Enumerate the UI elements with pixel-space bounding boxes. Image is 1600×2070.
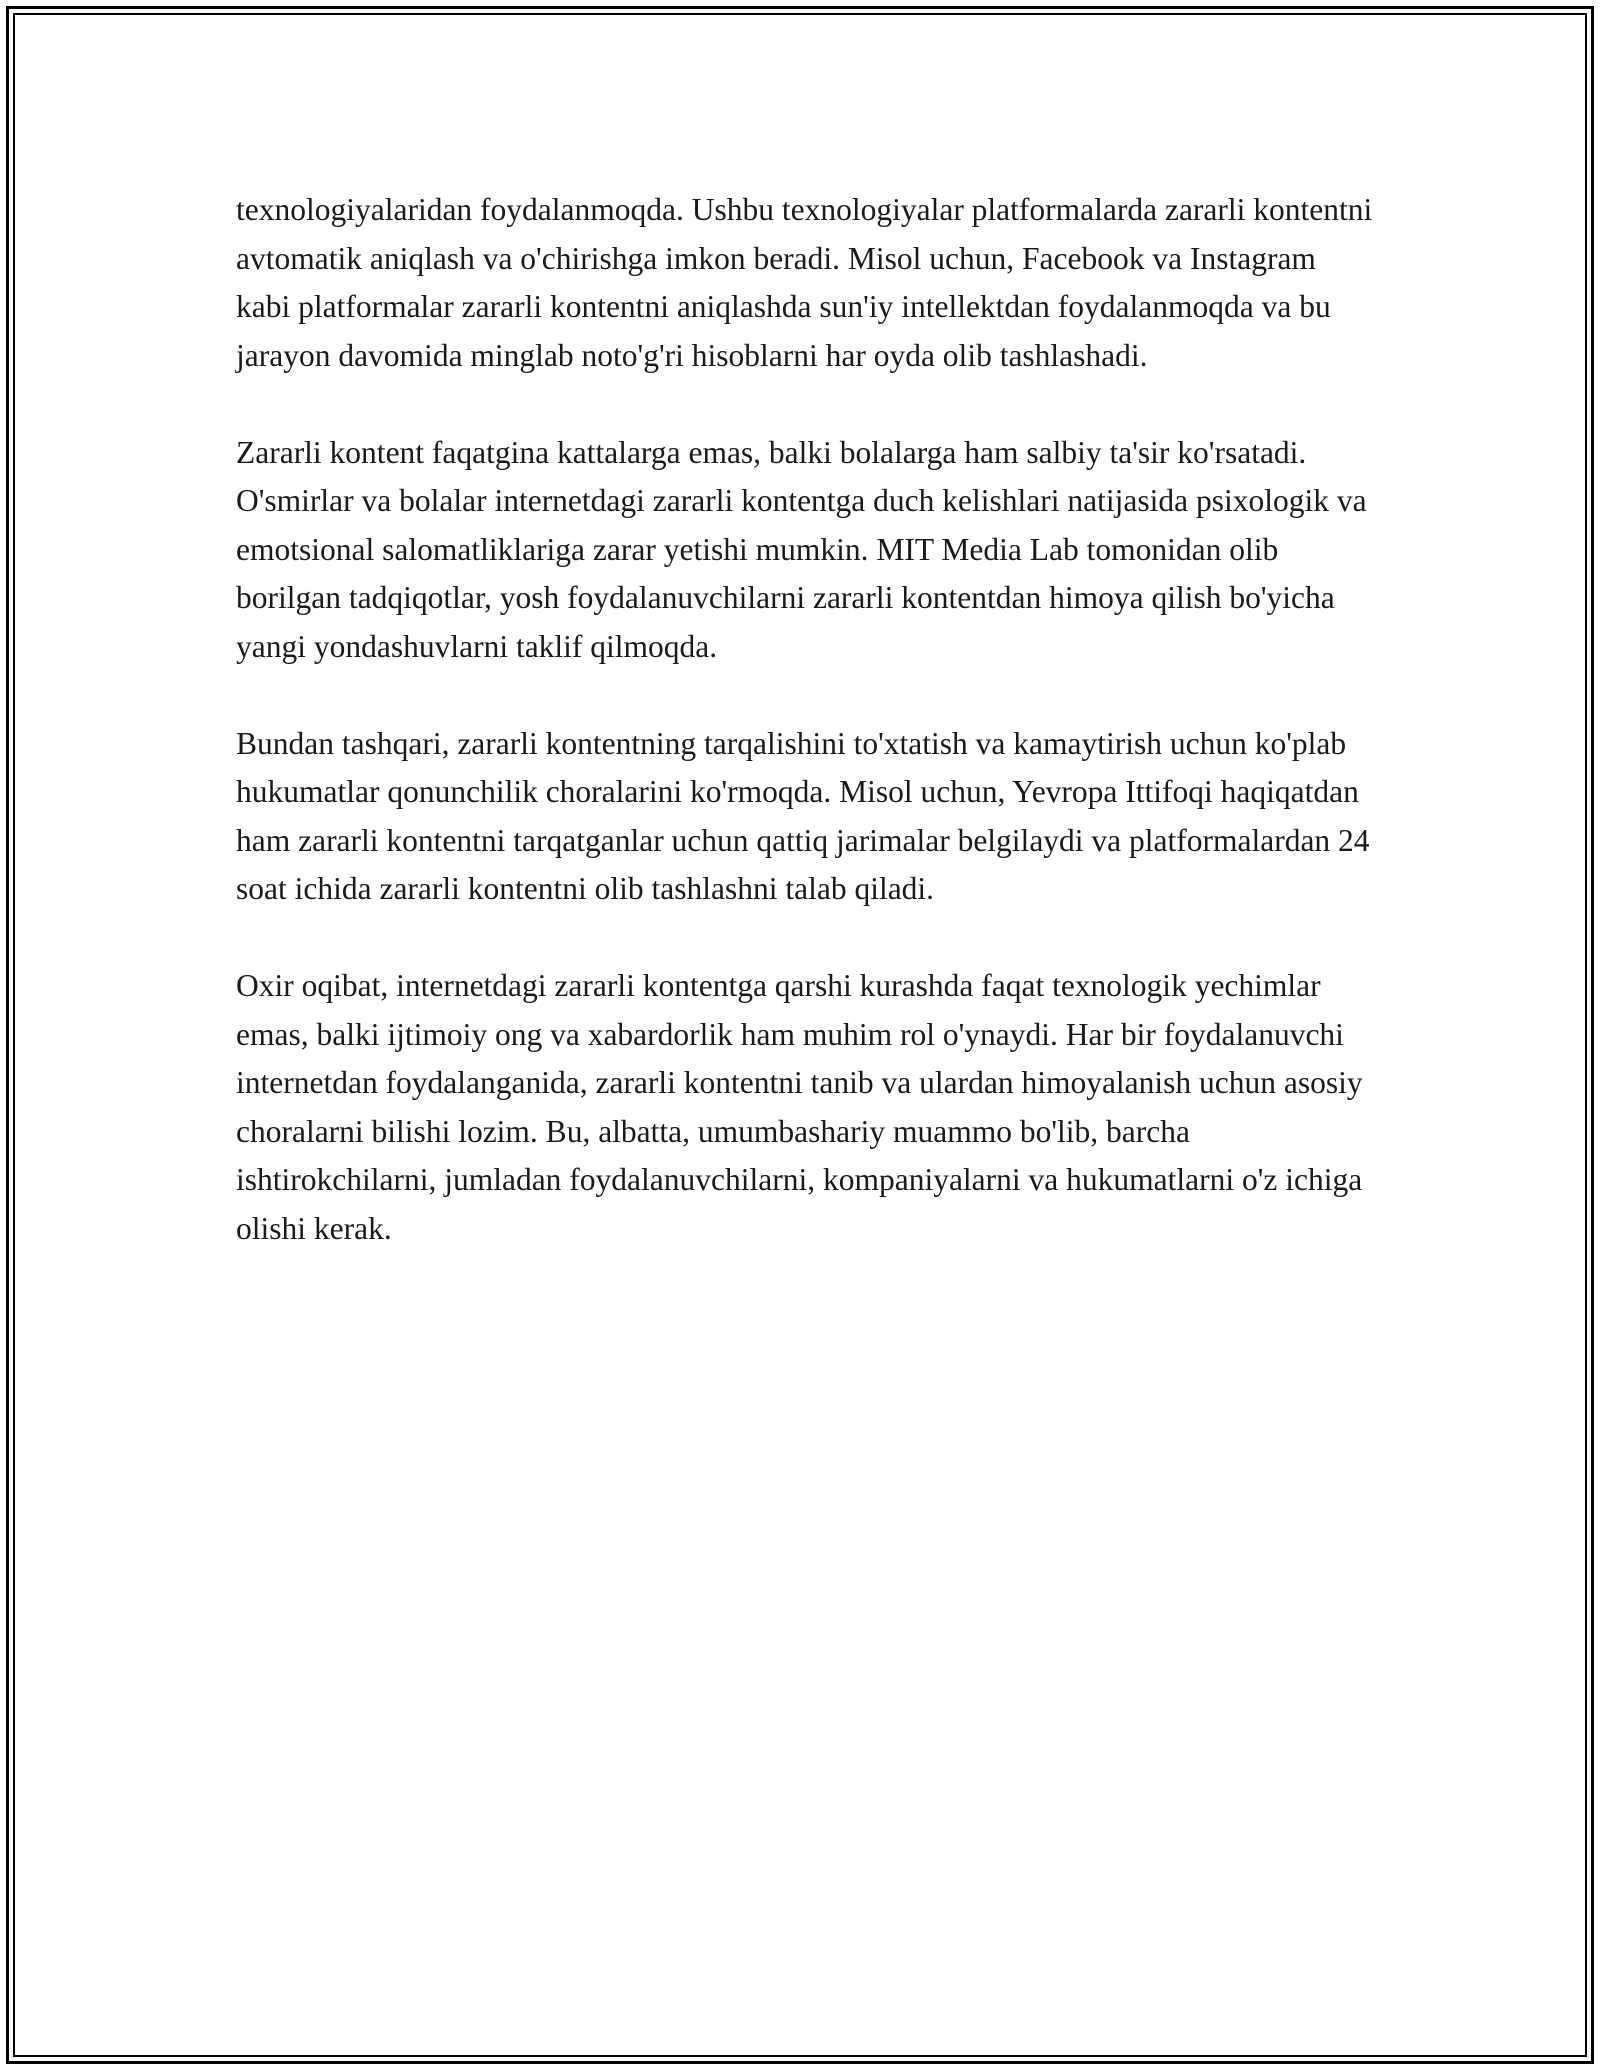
paragraph-2: Zararli kontent faqatgina kattalarga emas, balki bolalarga ham salbiy ta'sir ko'rsatadi. O'smirlar va bolalar internetdagi zararli kontentga duch kelishlari natijasida psixologik va emotsional salomatliklariga zarar yetishi mumkin. MIT Media Lab tomonidan olib borilgan tadqiqotlar, yosh foydalanuvchilarni zararli kontentdan himoya qilish bo'yicha yangi yondashuvlarni taklif qilmoqda. bbox=[236, 434, 1367, 664]
paragraph-1: texnologiyalaridan foydalanmoqda. Ushbu texnologiyalar platformalarda zararli kontentni avtomatik aniqlash va o'chirishga imkon beradi. Misol uchun, Facebook va Instagram kabi platformalar zararli kontentni aniqlashda sun'iy intellektdan foydalanmoqda va bu jarayon davomida minglab noto'g'ri hisoblarni har oyda olib tashlashadi. bbox=[236, 192, 1373, 373]
document-body bbox=[236, 186, 1376, 1302]
paragraph-4: Oxir oqibat, internetdagi zararli kontentga qarshi kurashda faqat texnologik yechimlar emas, balki ijtimoiy ong va xabardorlik ham muhim rol o'ynaydi. Har bir foydalanuvchi internetdan foydalanganida, zararli kontentni tanib va ulardan himoyalanish uchun asosiy choralarni bilishi lozim. Bu, albatta, umumbashariy muammo bo'lib, barcha ishtirokchilarni, jumladan foydalanuvchilarni, kompaniyalarni va hukumatlarni o'z ichiga olishi kerak. bbox=[236, 968, 1363, 1246]
paragraph-3: Bundan tashqari, zararli kontentning tarqalishini to'xtatish va kamaytirish uchun ko'plab hukumatlar qonunchilik choralarini ko'rmoqda. Misol uchun, Yevropa Ittifoqi haqiqatdan ham zararli kontentni tarqatganlar uchun qattiq jarimalar belgilaydi va platformalardan 24 soat ichida zararli kontentni olib tashlashni talab qiladi. bbox=[236, 725, 1370, 906]
